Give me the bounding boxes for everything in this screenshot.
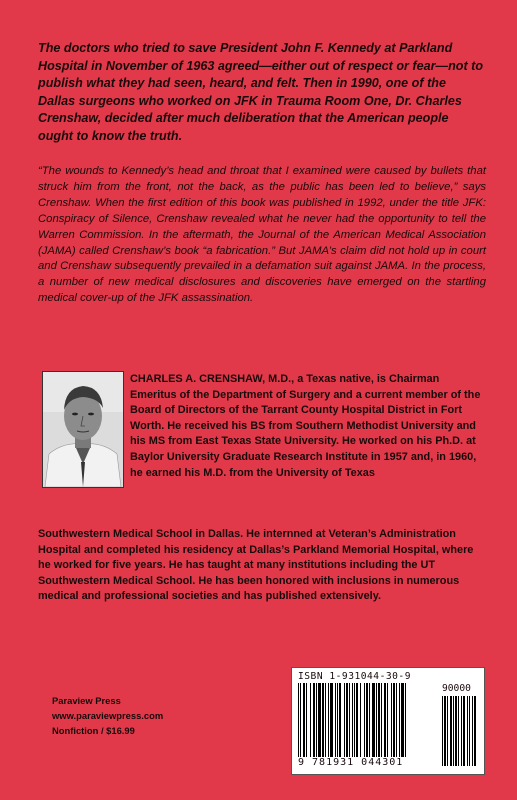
barcode-addon-bars — [442, 696, 480, 766]
barcode-bar — [469, 696, 470, 766]
barcode-bar — [387, 683, 388, 757]
barcode-bar — [349, 683, 350, 757]
barcode-bar — [442, 696, 443, 766]
barcode-bar — [310, 683, 311, 757]
barcode-bar — [467, 696, 468, 766]
barcode-bar — [472, 696, 473, 766]
barcode-box — [291, 667, 485, 775]
publisher-url: www.paraviewpress.com — [52, 710, 164, 721]
barcode-bar — [298, 683, 299, 757]
barcode-bar — [455, 696, 457, 766]
author-photo — [42, 371, 124, 488]
barcode-bar — [463, 696, 465, 766]
barcode-bar — [325, 683, 326, 757]
barcode-bar — [330, 683, 333, 757]
author-bio-bottom: Southwestern Medical School in Dallas. He internned at Veteran’s Administration Hospital and completed his residency at Dallas’s Parkland Memorial Hospital, where he worked for five years. He has taught at many institutions including the UT Southwestern Medical School. He has been honored with inclusions in numerous medical and professional societies and has published extensively. — [38, 528, 474, 603]
barcode-bar — [364, 683, 365, 757]
barcode-bar — [381, 683, 382, 757]
barcode-bar — [339, 683, 341, 757]
intro-paragraph: The doctors who tried to save President John F. Kennedy at Parkland Hospital in November of 1963 agreed—either out of respect or fear—not to publish what they had seen, heard, and felt. Then in 1990, one of the Dallas surgeons who worked on JFK in Trauma Room One, Dr. Charles Crenshaw, decided after much deliberation that the American people ought to know the truth. — [38, 41, 484, 143]
barcode-bar — [444, 696, 446, 766]
author-bio-top: CHARLES A. CRENSHAW, M.D., a Texas native, is Chairman Emeritus of the Department of Surgery and a current member of the Board of Directors of the Tarrant County Hospital District in Fort Worth. He received his BS from Southern Methodist University and his MS from East Texas State University. He worked on his Ph.D. at Baylor University Graduate Research Institute in 1957 and, in 1960, he earned his M.D. from the University of Texas — [130, 373, 481, 479]
barcode-main-bars — [298, 683, 436, 757]
barcode-bar — [369, 683, 370, 757]
barcode-bar — [300, 683, 301, 757]
description-paragraph: “The wounds to Kennedy’s head and throat that I examined were caused by bullets that struck him from the front, not the back, as the public has been led to believe,” says Crenshaw. When the first edition of this book was published in 1992, under the title JFK: Conspiracy of Silence, Crenshaw revealed what he never had the opportunity to tell the Warren Commission. In the aftermath, the Journal of the American Medical Association (JAMA) called Crenshaw’s book “a fabrication.” But JAMA’s claim did not hold up in court and Crenshaw subsequently prevailed in a defamation suit against JAMA. In the process, a number of new medical disclosures and discoveries have emerged on the startling medical cover-up of the JFK assassination. — [38, 165, 486, 305]
barcode-bar — [378, 683, 380, 757]
barcode-bar — [322, 683, 324, 757]
barcode-bar — [376, 683, 377, 757]
publisher-name: Paraview Press — [52, 695, 121, 706]
barcode-bar — [366, 683, 368, 757]
barcode-bar — [354, 683, 355, 757]
barcode-bar — [396, 683, 397, 757]
barcode-bar — [474, 696, 476, 766]
author-portrait-image — [43, 372, 123, 487]
barcode-bar — [447, 696, 448, 766]
barcode-bar — [461, 696, 462, 766]
barcode-bar — [360, 683, 361, 757]
publisher-block — [52, 693, 163, 738]
barcode-bar — [346, 683, 348, 757]
barcode-bar — [306, 683, 307, 757]
barcode-bar — [401, 683, 404, 757]
barcode-bar — [335, 683, 336, 757]
barcode-bar — [372, 683, 375, 757]
barcode-bar — [405, 683, 406, 757]
barcode-bar — [344, 683, 345, 757]
category-price: Nonfiction / $16.99 — [52, 725, 135, 736]
barcode-bar — [356, 683, 358, 757]
barcode-bar — [337, 683, 338, 757]
isbn-text: ISBN 1-931044-30-9 — [298, 671, 411, 682]
barcode-bar — [318, 683, 321, 757]
barcode-bar — [399, 683, 400, 757]
barcode-bar — [384, 683, 386, 757]
barcode-bar — [328, 683, 329, 757]
barcode-bar — [316, 683, 317, 757]
ean-text: 9 781931 044301 — [298, 757, 404, 768]
barcode-bar — [303, 683, 305, 757]
barcode-bar — [352, 683, 353, 757]
barcode-bar — [313, 683, 315, 757]
barcode-bar — [458, 696, 459, 766]
barcode-bar — [391, 683, 392, 757]
barcode-bar — [393, 683, 395, 757]
barcode-bar — [453, 696, 454, 766]
price-code-text: 90000 — [442, 683, 471, 694]
barcode-bar — [450, 696, 452, 766]
